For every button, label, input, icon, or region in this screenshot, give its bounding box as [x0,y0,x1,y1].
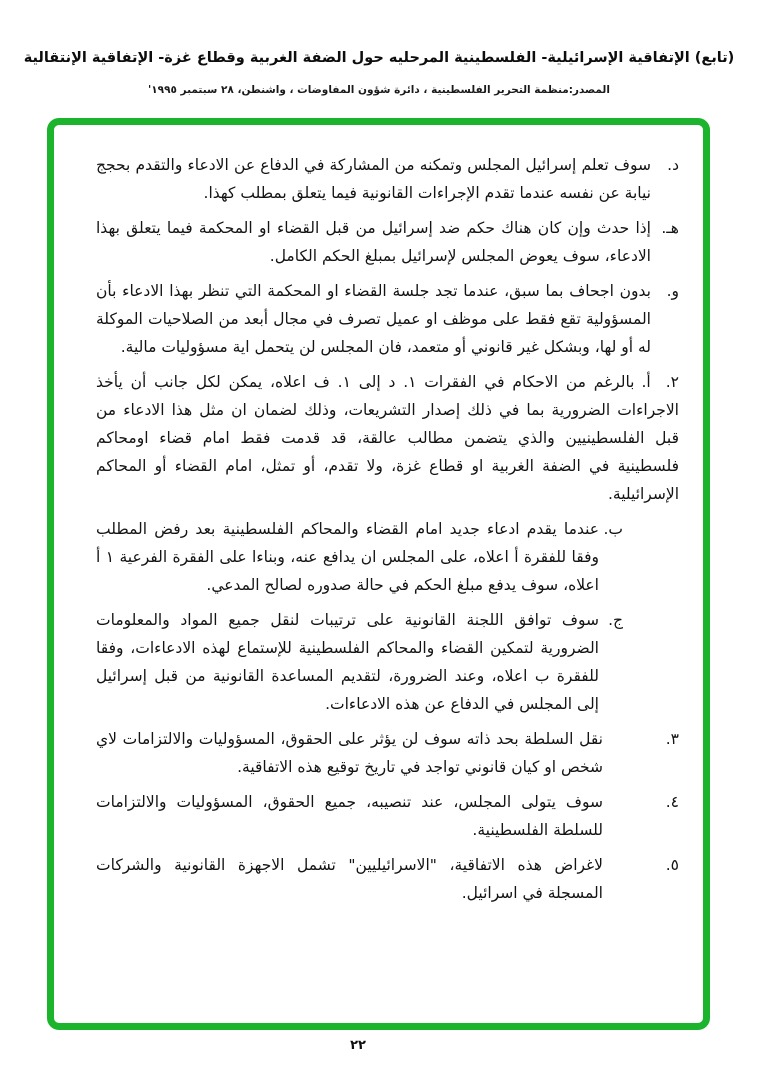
clause-h [96,214,679,270]
clause-text: لاغراض هذه الاتفاقية، "الاسرائيليين" تشمل الاجهزة القانونية والشركات المسجلة في اسرائيل. [96,856,603,902]
clause-2c [96,606,623,718]
clause-label: د. [667,156,679,174]
clause-sublabel: أ. [641,373,651,391]
page-number: ٢٢ [350,1038,366,1053]
clause-text: عندما يقدم ادعاء جديد امام القضاء والمحاكم الفلسطينية بعد رفض المطلب وفقا للفقرة أ اعلاه، على المجلس ان يدافع عنه، وبناءا على الفقرة الفرعية ١ أ اعلاه، سوف يدفع مبلغ الحكم في حالة صدوره لصالح المدعي. [96,520,600,594]
clause-label: ج. [608,611,623,629]
clause-d [96,151,679,207]
clause-5 [96,851,679,907]
clause-text: بالرغم من الاحكام في الفقرات ١. د إلى ١. ف اعلاه، يمكن لكل جانب أن يأخذ الاجراءات الضرورية بما في ذلك إصدار التشريعات، وذلك لضمان ان مثل هذا الادعاء من قبل الفلسطينيين والذي يتضمن مطالب عالقة، قد قدمت فقط امام قضاء اومحاكم فلسطينية في الضفة الغربية او قطاع غزة، ولا تقدم، أو تمثل، امام القضاء أو المحاكم الإسرائيلية. [96,373,679,503]
clause-label: هـ. [661,219,679,237]
clause-number: ٣. [665,730,679,748]
clause-label: ب. [603,520,623,538]
clause-2a [96,368,679,508]
clause-number: ٥. [665,856,679,874]
doc-source: المصدر:منظمة التحرير الفلسطينية ، دائرة شؤون المفاوضات ، واشنطن، ٢٨ سبتمبر ١٩٩٥' [148,84,610,96]
clause-text: نقل السلطة بحد ذاته سوف لن يؤثر على الحقوق، المسؤوليات والالتزامات لاي شخص او كيان قانوني تواجد في تاريخ توقيع هذه الاتفاقية. [96,730,603,776]
clause-2b [96,515,623,599]
clause-text: سوف تعلم إسرائيل المجلس وتمكنه من المشاركة في الدفاع عن الادعاء والتقدم بحجج نيابة عن نفسه عندما تقدم الإجراءات القانونية فيما يتعلق بمطلب كهذا. [96,156,651,202]
content-frame [47,118,710,1030]
clause-text: بدون اجحاف بما سبق، عندما تجد جلسة القضاء او المحكمة التي تنظر بهذا الادعاء بأن المسؤولية تقع فقط على موظف او عميل تصرف في مجال أبعد من الصلاحيات الموكلة له أو لها، وبشكل غير قانوني أو متعمد، فان المجلس لن يتحمل اية مسؤوليات مالية. [96,282,651,356]
clause-text: سوف يتولى المجلس، عند تنصيبه، جميع الحقوق، المسؤوليات والالتزامات للسلطة الفلسطينية. [96,793,603,839]
clause-number: ٤. [665,793,679,811]
doc-title: (تابع) الإتفاقية الإسرائيلية- الفلسطينية المرحليه حول الضفة الغربية وقطاع غزة- الإتفاقية الإنتقالية [23,50,735,66]
clause-3 [96,725,679,781]
clause-text: سوف توافق اللجنة القانونية على ترتيبات لنقل جميع المواد والمعلومات الضرورية لتمكين القضاء والمحاكم الفلسطينية للإستماع لهذه الادعاءات، وفقا للفقرة ب اعلاه، وعند الضرورة، لتقديم المساعدة القانونية من قبل إسرائيل إلى المجلس في الدفاع عن هذه الادعاءات. [96,611,599,713]
clause-number: ٢. [665,373,679,391]
clause-w [96,277,679,361]
clause-text: إذا حدث وإن كان هناك حكم ضد إسرائيل من قبل القضاء او المحكمة فيما يتعلق بهذا الادعاء، سوف يعوض المجلس لإسرائيل بمبلغ الحكم الكامل. [96,219,651,265]
clause-4 [96,788,679,844]
clause-label: و. [666,282,679,300]
